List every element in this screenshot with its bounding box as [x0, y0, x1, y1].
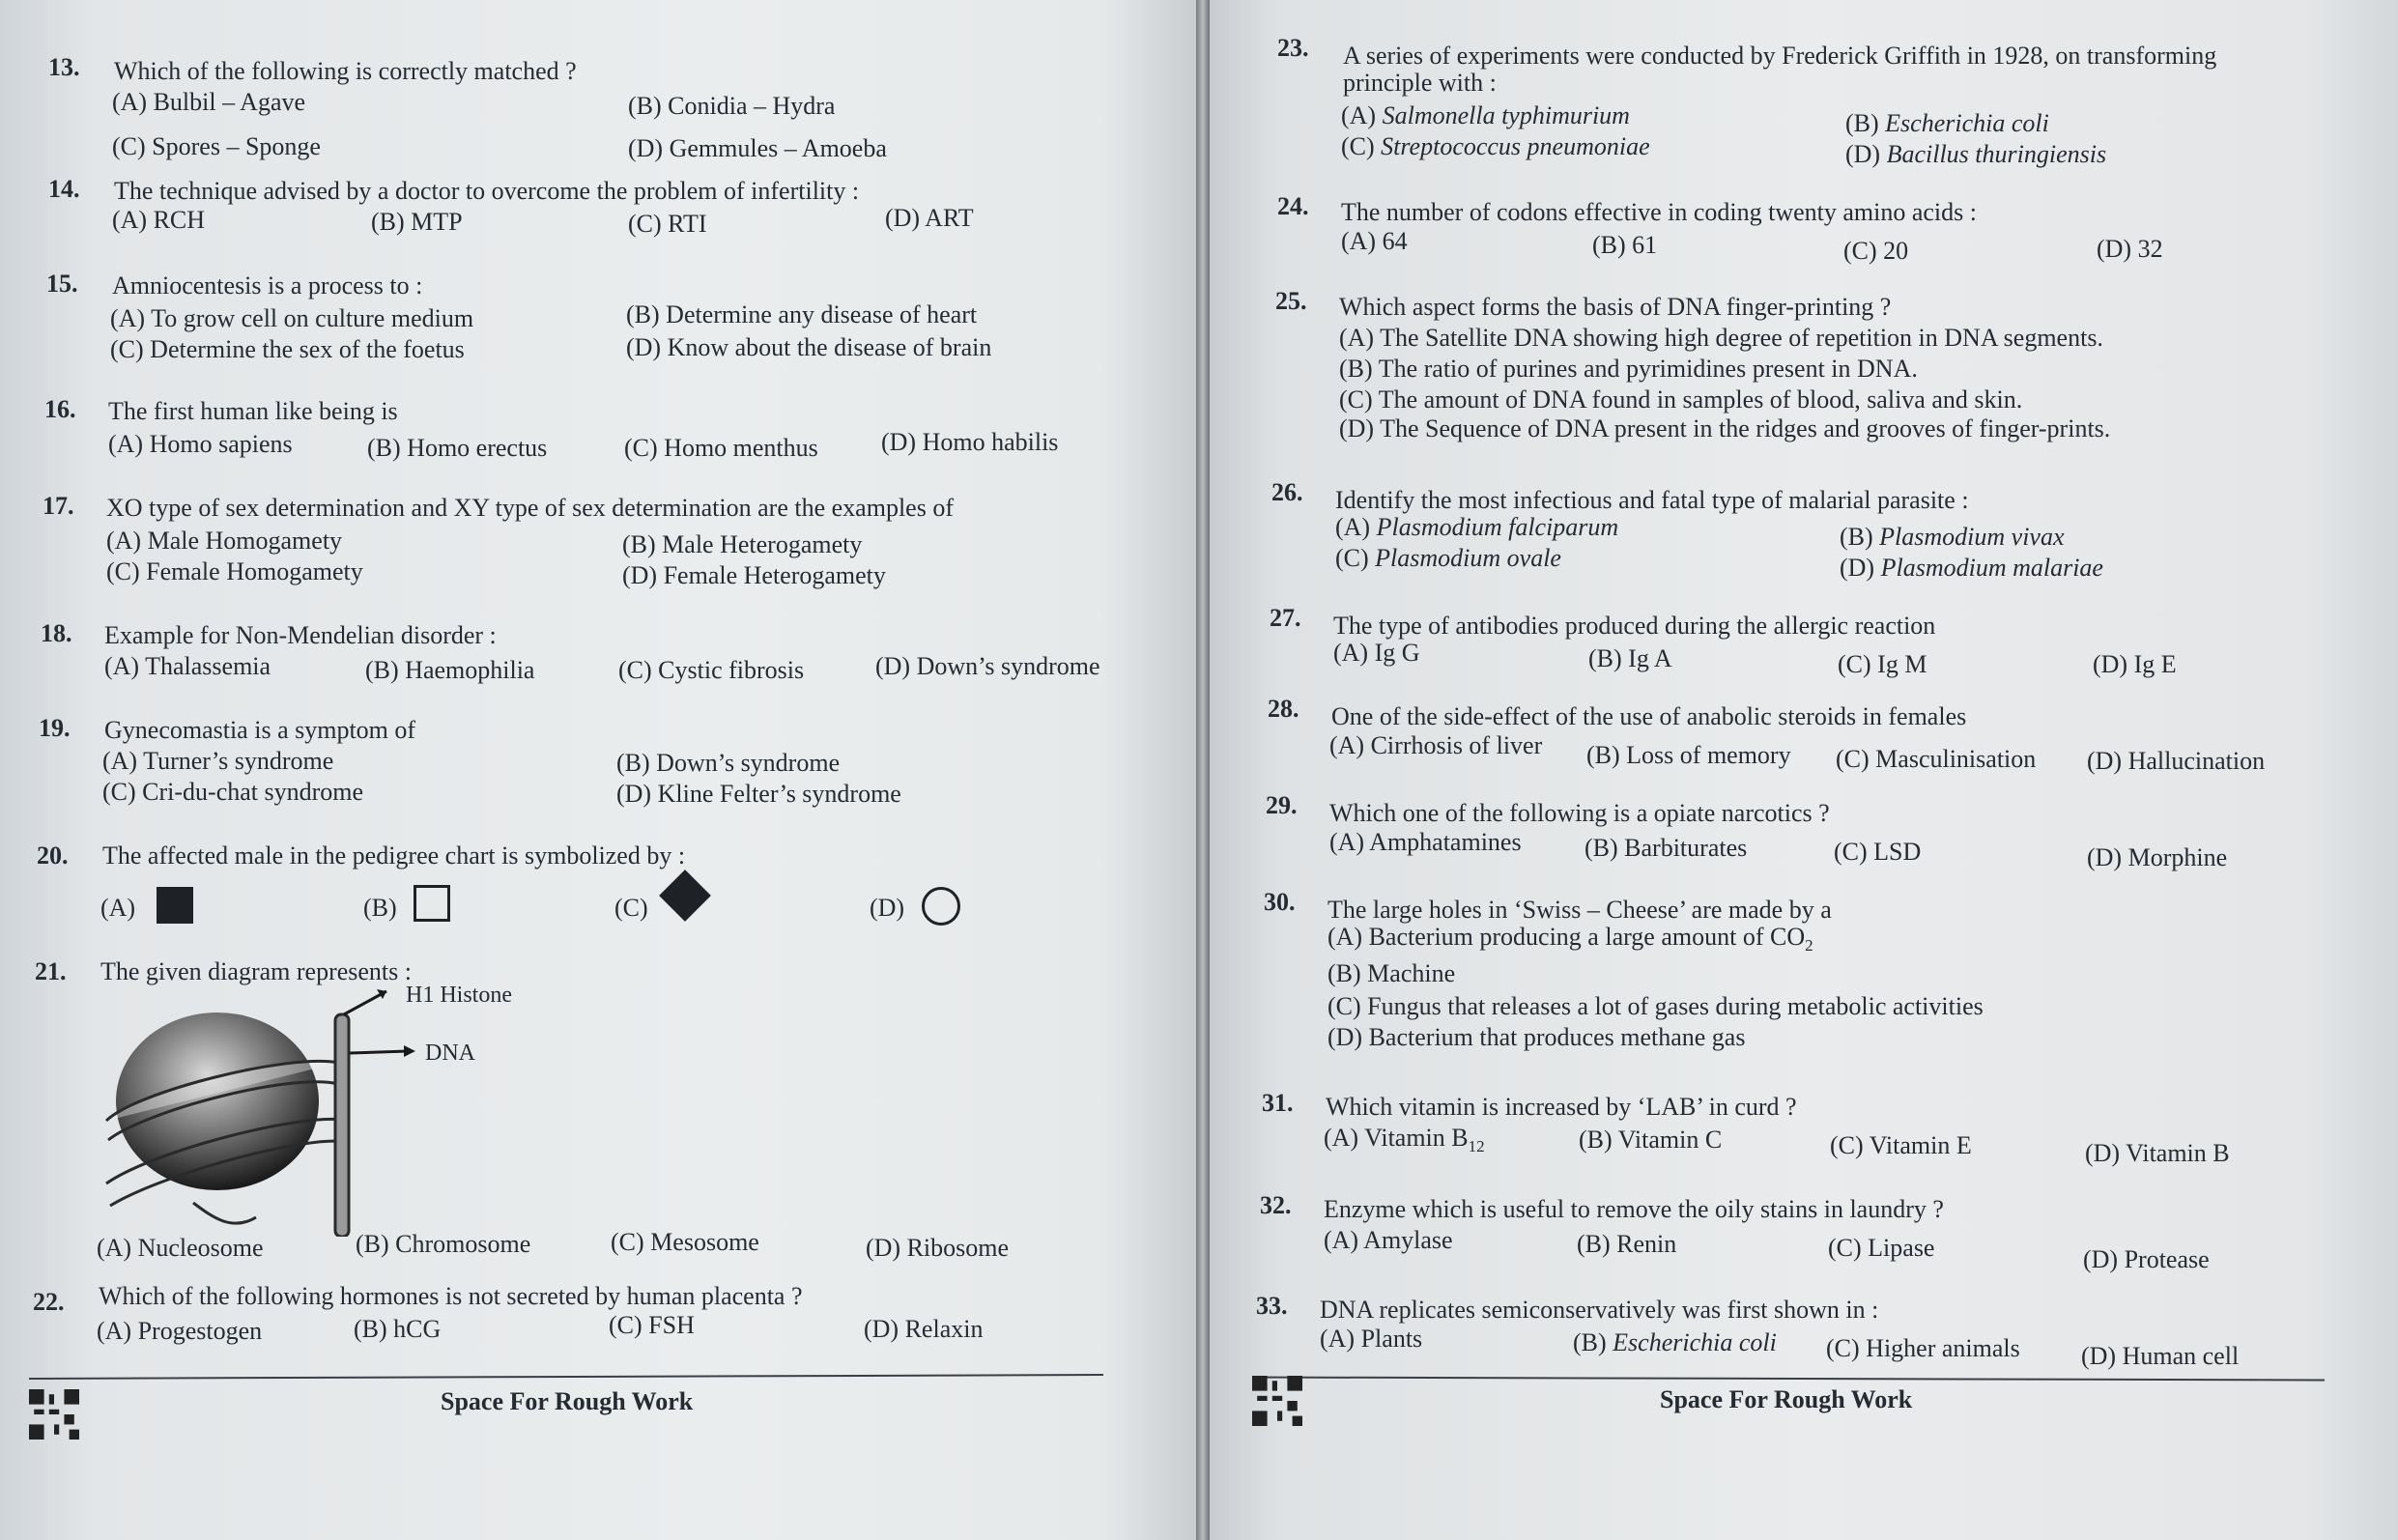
- option-b: (B) The ratio of purines and pyrimidines present in DNA.: [1339, 355, 1918, 383]
- option-b: (B) hCG: [354, 1315, 442, 1343]
- dna-arrowhead: [404, 1045, 415, 1057]
- option-b: (B) Homo erectus: [367, 434, 548, 462]
- empty-square-symbol: [414, 885, 450, 922]
- option-c: (C): [614, 894, 648, 922]
- option-d: (D) Plasmodium malariae: [1840, 554, 2103, 582]
- option-d: (D) The Sequence of DNA present in the ridges and grooves of finger-prints.: [1339, 414, 2111, 442]
- question-stem: Enzyme which is useful to remove the oily stains in laundry ?: [1324, 1195, 1944, 1223]
- option-a: (A) To grow cell on culture medium: [110, 304, 474, 332]
- rough-work-label: Space For Rough Work: [1660, 1385, 1913, 1413]
- question-number: 13.: [48, 53, 80, 81]
- option-c: (C) Higher animals: [1826, 1334, 2020, 1362]
- filled-diamond-symbol: [659, 870, 711, 922]
- option-c: (C) FSH: [609, 1311, 695, 1339]
- option-a: (A) Plasmodium falciparum: [1335, 513, 1619, 541]
- question-number: 26.: [1271, 478, 1303, 506]
- option-b: (B) MTP: [371, 208, 463, 236]
- option-b: (B) Determine any disease of heart: [626, 300, 978, 328]
- option-a: (A) Salmonella typhimurium: [1341, 101, 1630, 129]
- dna-label: DNA: [425, 1041, 475, 1066]
- question-stem: A series of experiments were conducted by Frederick Griffith in 1928, on transforming: [1343, 42, 2217, 70]
- option-a: (A) Thalassemia: [104, 652, 271, 680]
- option-c: (C) Fungus that releases a lot of gases during metabolic activities: [1327, 992, 1984, 1020]
- option-a: (A) Homo sapiens: [108, 430, 293, 458]
- right-page: [1210, 0, 2398, 1540]
- option-c: (C) Masculinisation: [1836, 745, 2037, 773]
- option-d: (D) Hallucination: [2087, 747, 2266, 775]
- question-stem: The number of codons effective in coding twenty amino acids :: [1341, 198, 1977, 226]
- question-number: 25.: [1275, 287, 1307, 315]
- option-d: (D) Know about the disease of brain: [626, 333, 992, 361]
- question-number: 24.: [1277, 192, 1309, 220]
- question-stem: The given diagram represents :: [100, 957, 412, 985]
- option-d: (D) Relaxin: [864, 1315, 984, 1343]
- option-b: (B) Male Heterogamety: [622, 530, 863, 558]
- option-c: (C) LSD: [1834, 838, 1922, 866]
- option-d: (D): [870, 894, 905, 922]
- option-d: (D) Down’s syndrome: [875, 652, 1100, 680]
- option-b: (B) Vitamin C: [1579, 1126, 1723, 1154]
- book-spine: [1196, 0, 1210, 1540]
- question-number: 31.: [1262, 1089, 1294, 1117]
- option-b: (B) Chromosome: [356, 1230, 531, 1258]
- question-stem: The type of antibodies produced during the allergic reaction: [1333, 612, 1936, 640]
- question-stem: XO type of sex determination and XY type of sex determination are the examples of: [106, 494, 954, 522]
- option-a: (A) Cirrhosis of liver: [1329, 731, 1543, 759]
- option-d: (D) Kline Felter’s syndrome: [616, 780, 901, 808]
- dna-pointer: [350, 1051, 408, 1053]
- option-d: (D) Bacillus thuringiensis: [1845, 140, 2107, 168]
- question-stem: Which of the following is correctly matched ?: [114, 57, 577, 85]
- question-stem: The affected male in the pedigree chart is symbolized by :: [102, 841, 686, 870]
- option-c: (C) Cri-du-chat syndrome: [102, 778, 364, 806]
- footer-rule: [29, 1374, 1103, 1380]
- option-c: (C) Streptococcus pneumoniae: [1341, 132, 1650, 160]
- footer-rule: [1252, 1377, 2325, 1382]
- question-stem: Which vitamin is increased by ‘LAB’ in curd ?: [1326, 1093, 1797, 1121]
- left-page: [0, 0, 1196, 1540]
- option-b: (B): [363, 894, 397, 922]
- question-stem: Gynecomastia is a symptom of: [104, 716, 416, 744]
- question-number: 27.: [1270, 604, 1301, 632]
- question-stem-continued: principle with :: [1343, 69, 1497, 97]
- option-c: (C) Ig M: [1838, 650, 1927, 678]
- option-a: (A) 64: [1341, 227, 1408, 255]
- question-number: 28.: [1268, 695, 1299, 723]
- option-a: (A) Nucleosome: [97, 1234, 264, 1262]
- option-c: (C) The amount of DNA found in samples of blood, saliva and skin.: [1339, 385, 2023, 414]
- option-d: (D) Female Heterogamety: [622, 561, 886, 589]
- option-a: (A) Bacterium producing a large amount of $CO_2$: [1327, 923, 1813, 955]
- question-number: 30.: [1264, 888, 1296, 916]
- question-number: 33.: [1256, 1292, 1288, 1320]
- dna-tail: [193, 1203, 256, 1223]
- option-d: (D) Gemmules – Amoeba: [628, 134, 887, 162]
- option-d: (D) Protease: [2083, 1245, 2210, 1273]
- option-d: (D) Ig E: [2093, 650, 2177, 678]
- option-a: (A) Amylase: [1324, 1226, 1453, 1254]
- question-stem: One of the side-effect of the use of anabolic steroids in females: [1331, 702, 1967, 730]
- option-d: (D) Ribosome: [866, 1234, 1010, 1262]
- question-number: 18.: [41, 619, 72, 647]
- option-b: (B) Down’s syndrome: [616, 749, 841, 777]
- option-b: (B) Ig A: [1588, 644, 1672, 672]
- option-c: (C) Lipase: [1828, 1234, 1935, 1262]
- option-c: (C) Determine the sex of the foetus: [110, 335, 465, 363]
- filled-square-symbol: [157, 887, 193, 924]
- question-number: 21.: [35, 957, 67, 985]
- option-c: (C) Homo menthus: [624, 434, 818, 462]
- option-c: (C) Plasmodium ovale: [1335, 544, 1561, 572]
- question-stem: The technique advised by a doctor to overcome the problem of infertility :: [114, 177, 860, 205]
- question-stem: Amniocentesis is a process to :: [112, 271, 423, 299]
- option-c: (C) 20: [1843, 237, 1909, 265]
- question-stem: Identify the most infectious and fatal type of malarial parasite :: [1335, 486, 1969, 514]
- question-stem: DNA replicates semiconservatively was first shown in :: [1320, 1296, 1879, 1324]
- option-d: (D) Human cell: [2081, 1342, 2240, 1370]
- option-d: (D) 32: [2097, 235, 2163, 263]
- option-b: (B) Loss of memory: [1586, 741, 1791, 769]
- rough-work-label: Space For Rough Work: [441, 1387, 694, 1415]
- question-number: 20.: [37, 841, 69, 870]
- option-c: (C) Vitamin E: [1830, 1131, 1972, 1159]
- option-b: (B) Escherichia coli: [1573, 1328, 1777, 1356]
- option-a: (A) RCH: [112, 206, 206, 234]
- question-stem: Example for Non-Mendelian disorder :: [104, 621, 497, 649]
- question-stem: Which one of the following is a opiate narcotics ?: [1329, 799, 1830, 827]
- h1-histone-label: H1 Histone: [406, 983, 512, 1008]
- option-d: (D) Vitamin B: [2085, 1139, 2230, 1167]
- qr-code-icon: [1252, 1376, 1302, 1426]
- option-d: (D) Homo habilis: [881, 428, 1059, 456]
- option-c: (C) Cystic fibrosis: [618, 656, 805, 684]
- empty-circle-symbol: [922, 887, 960, 926]
- question-number: 32.: [1260, 1191, 1292, 1219]
- option-a: (A) Bulbil – Agave: [112, 88, 306, 116]
- option-a: (A) Progestogen: [97, 1317, 263, 1345]
- option-b: (B) Escherichia coli: [1845, 109, 2049, 137]
- option-c: (C) Spores – Sponge: [112, 132, 321, 160]
- option-a: (A) Male Homogamety: [106, 527, 343, 555]
- option-b: (B) Plasmodium vivax: [1840, 523, 2065, 551]
- question-stem: Which aspect forms the basis of DNA finger-printing ?: [1339, 293, 1892, 321]
- option-a: (A): [100, 894, 136, 922]
- question-stem: The first human like being is: [108, 397, 398, 425]
- question-number: 17.: [43, 492, 74, 520]
- option-b: (B) Renin: [1577, 1230, 1677, 1258]
- option-c: (C) RTI: [628, 210, 707, 238]
- question-stem: Which of the following hormones is not secreted by human placenta ?: [99, 1282, 803, 1310]
- option-b: (B) Conidia – Hydra: [628, 92, 836, 120]
- option-b: (B) Haemophilia: [365, 656, 535, 684]
- nucleosome-diagram: [97, 976, 599, 1237]
- question-number: 19.: [39, 714, 71, 742]
- question-number: 23.: [1277, 34, 1309, 62]
- option-a: (A) The Satellite DNA showing high degree of repetition in DNA segments.: [1339, 324, 2103, 352]
- h1-histone-bar: [335, 1014, 349, 1237]
- question-number: 16.: [44, 395, 76, 423]
- option-a: (A) Amphatamines: [1329, 828, 1522, 856]
- question-number: 14.: [48, 175, 80, 203]
- question-number: 15.: [46, 270, 78, 298]
- option-d: (D) Bacterium that produces methane gas: [1327, 1023, 1746, 1051]
- option-b: (B) 61: [1592, 231, 1658, 259]
- question-number: 22.: [33, 1288, 65, 1316]
- option-c: (C) Mesosome: [611, 1228, 759, 1256]
- option-a: (A) Ig G: [1333, 639, 1420, 667]
- option-d: (D) Morphine: [2087, 843, 2228, 871]
- option-a: (A) Plants: [1320, 1325, 1423, 1353]
- qr-code-icon: [29, 1389, 79, 1440]
- question-stem: The large holes in ‘Swiss – Cheese’ are made by a: [1327, 896, 1832, 924]
- option-b: (B) Barbiturates: [1584, 834, 1748, 862]
- question-number: 29.: [1266, 791, 1298, 819]
- option-a: (A) Turner’s syndrome: [102, 747, 334, 775]
- option-c: (C) Female Homogamety: [106, 557, 363, 585]
- option-d: (D) ART: [885, 204, 974, 232]
- option-a: (A) Vitamin $B_{12}$: [1324, 1124, 1485, 1155]
- option-b: (B) Machine: [1327, 959, 1456, 987]
